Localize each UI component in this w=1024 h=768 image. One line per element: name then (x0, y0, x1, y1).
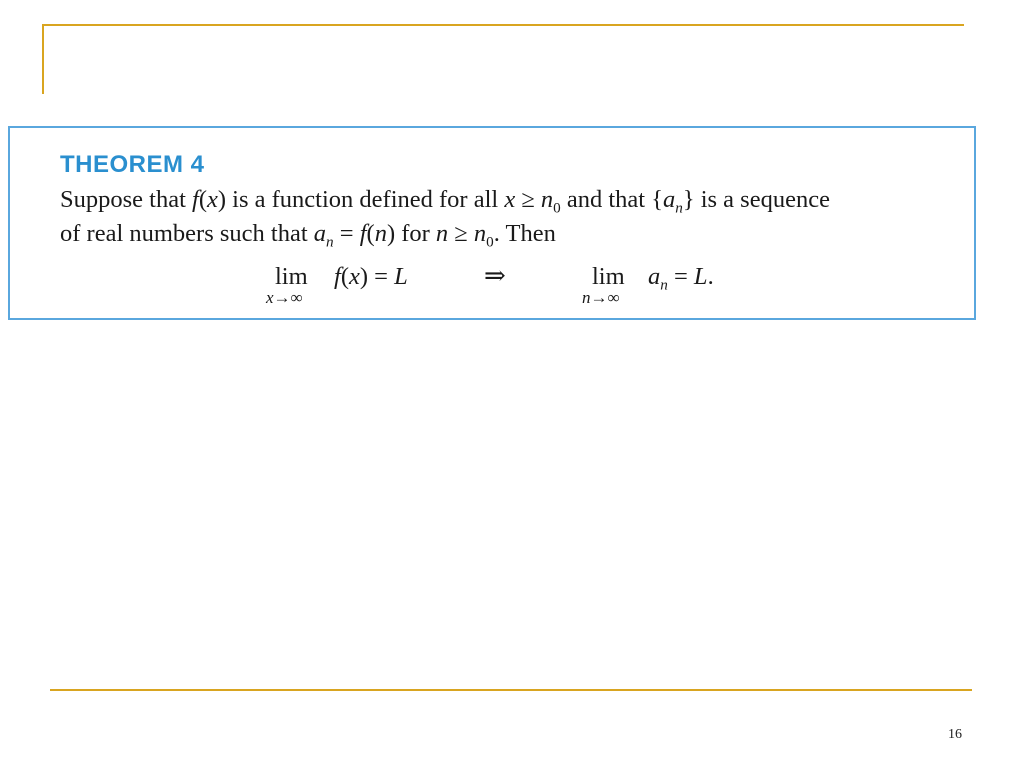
math-subscript: 0 (486, 233, 494, 251)
math-n: n (326, 233, 334, 251)
implies-arrow: ⇒ (484, 261, 506, 290)
text-span: ) is a function defined for all (217, 186, 505, 213)
bottom-decorative-rule (50, 689, 972, 691)
text-span: ( (340, 263, 349, 290)
math-n: n (374, 220, 387, 247)
left-decorative-rule (42, 24, 44, 94)
math-f: f (192, 186, 199, 213)
math-a: a (662, 186, 676, 213)
math-f: f (359, 220, 367, 247)
text-span: and that { (560, 186, 663, 213)
math-x: x (207, 186, 218, 213)
text-span: . Then (493, 220, 556, 247)
math-n: n (660, 276, 668, 294)
math-n: n (473, 220, 487, 247)
math-L: L (693, 263, 708, 290)
lim-subscript (582, 288, 620, 308)
math-x: x (348, 263, 360, 290)
math-geq: ≥ (515, 186, 541, 213)
text-span: ( (366, 220, 375, 247)
theorem-box (8, 126, 976, 320)
math-n: n (435, 220, 449, 247)
text-span: of real numbers such that (60, 220, 314, 247)
text-span: . (707, 263, 714, 290)
lim-word: lim (592, 263, 625, 290)
text-span: } is a sequence (682, 186, 830, 213)
page-number: 16 (948, 727, 962, 742)
math-subscript (675, 199, 683, 216)
left-limit-expression (334, 263, 408, 291)
math-f: f (334, 263, 341, 290)
text-span: Suppose that (60, 186, 193, 213)
text-span: ) for (386, 220, 436, 247)
theorem-statement-line-2 (60, 220, 556, 251)
math-equals: = (368, 263, 395, 290)
math-subscript (326, 233, 334, 250)
arrow-infinity: →∞ (590, 288, 620, 307)
theorem-title: THEOREM 4 (60, 151, 205, 178)
right-limit-expression (648, 263, 714, 294)
math-x: x (266, 288, 274, 307)
theorem-statement-line-1 (60, 186, 830, 217)
math-equals: = (333, 220, 360, 247)
math-n: n (582, 288, 591, 307)
math-L: L (394, 263, 408, 290)
math-x: x (504, 186, 516, 213)
math-a: a (648, 263, 661, 290)
math-geq: ≥ (448, 220, 474, 247)
math-equals: = (667, 263, 694, 290)
math-a: a (313, 220, 327, 247)
math-subscript: 0 (553, 199, 561, 217)
text-span: ( (198, 186, 208, 213)
math-subscript (660, 276, 668, 293)
arrow-infinity: →∞ (273, 288, 303, 307)
top-decorative-rule (42, 24, 964, 26)
math-n: n (540, 186, 554, 213)
math-n: n (675, 199, 683, 217)
lim-word: lim (275, 263, 308, 290)
text-span: ) (359, 263, 369, 290)
limit-formula (10, 263, 974, 313)
lim-subscript (266, 288, 303, 308)
